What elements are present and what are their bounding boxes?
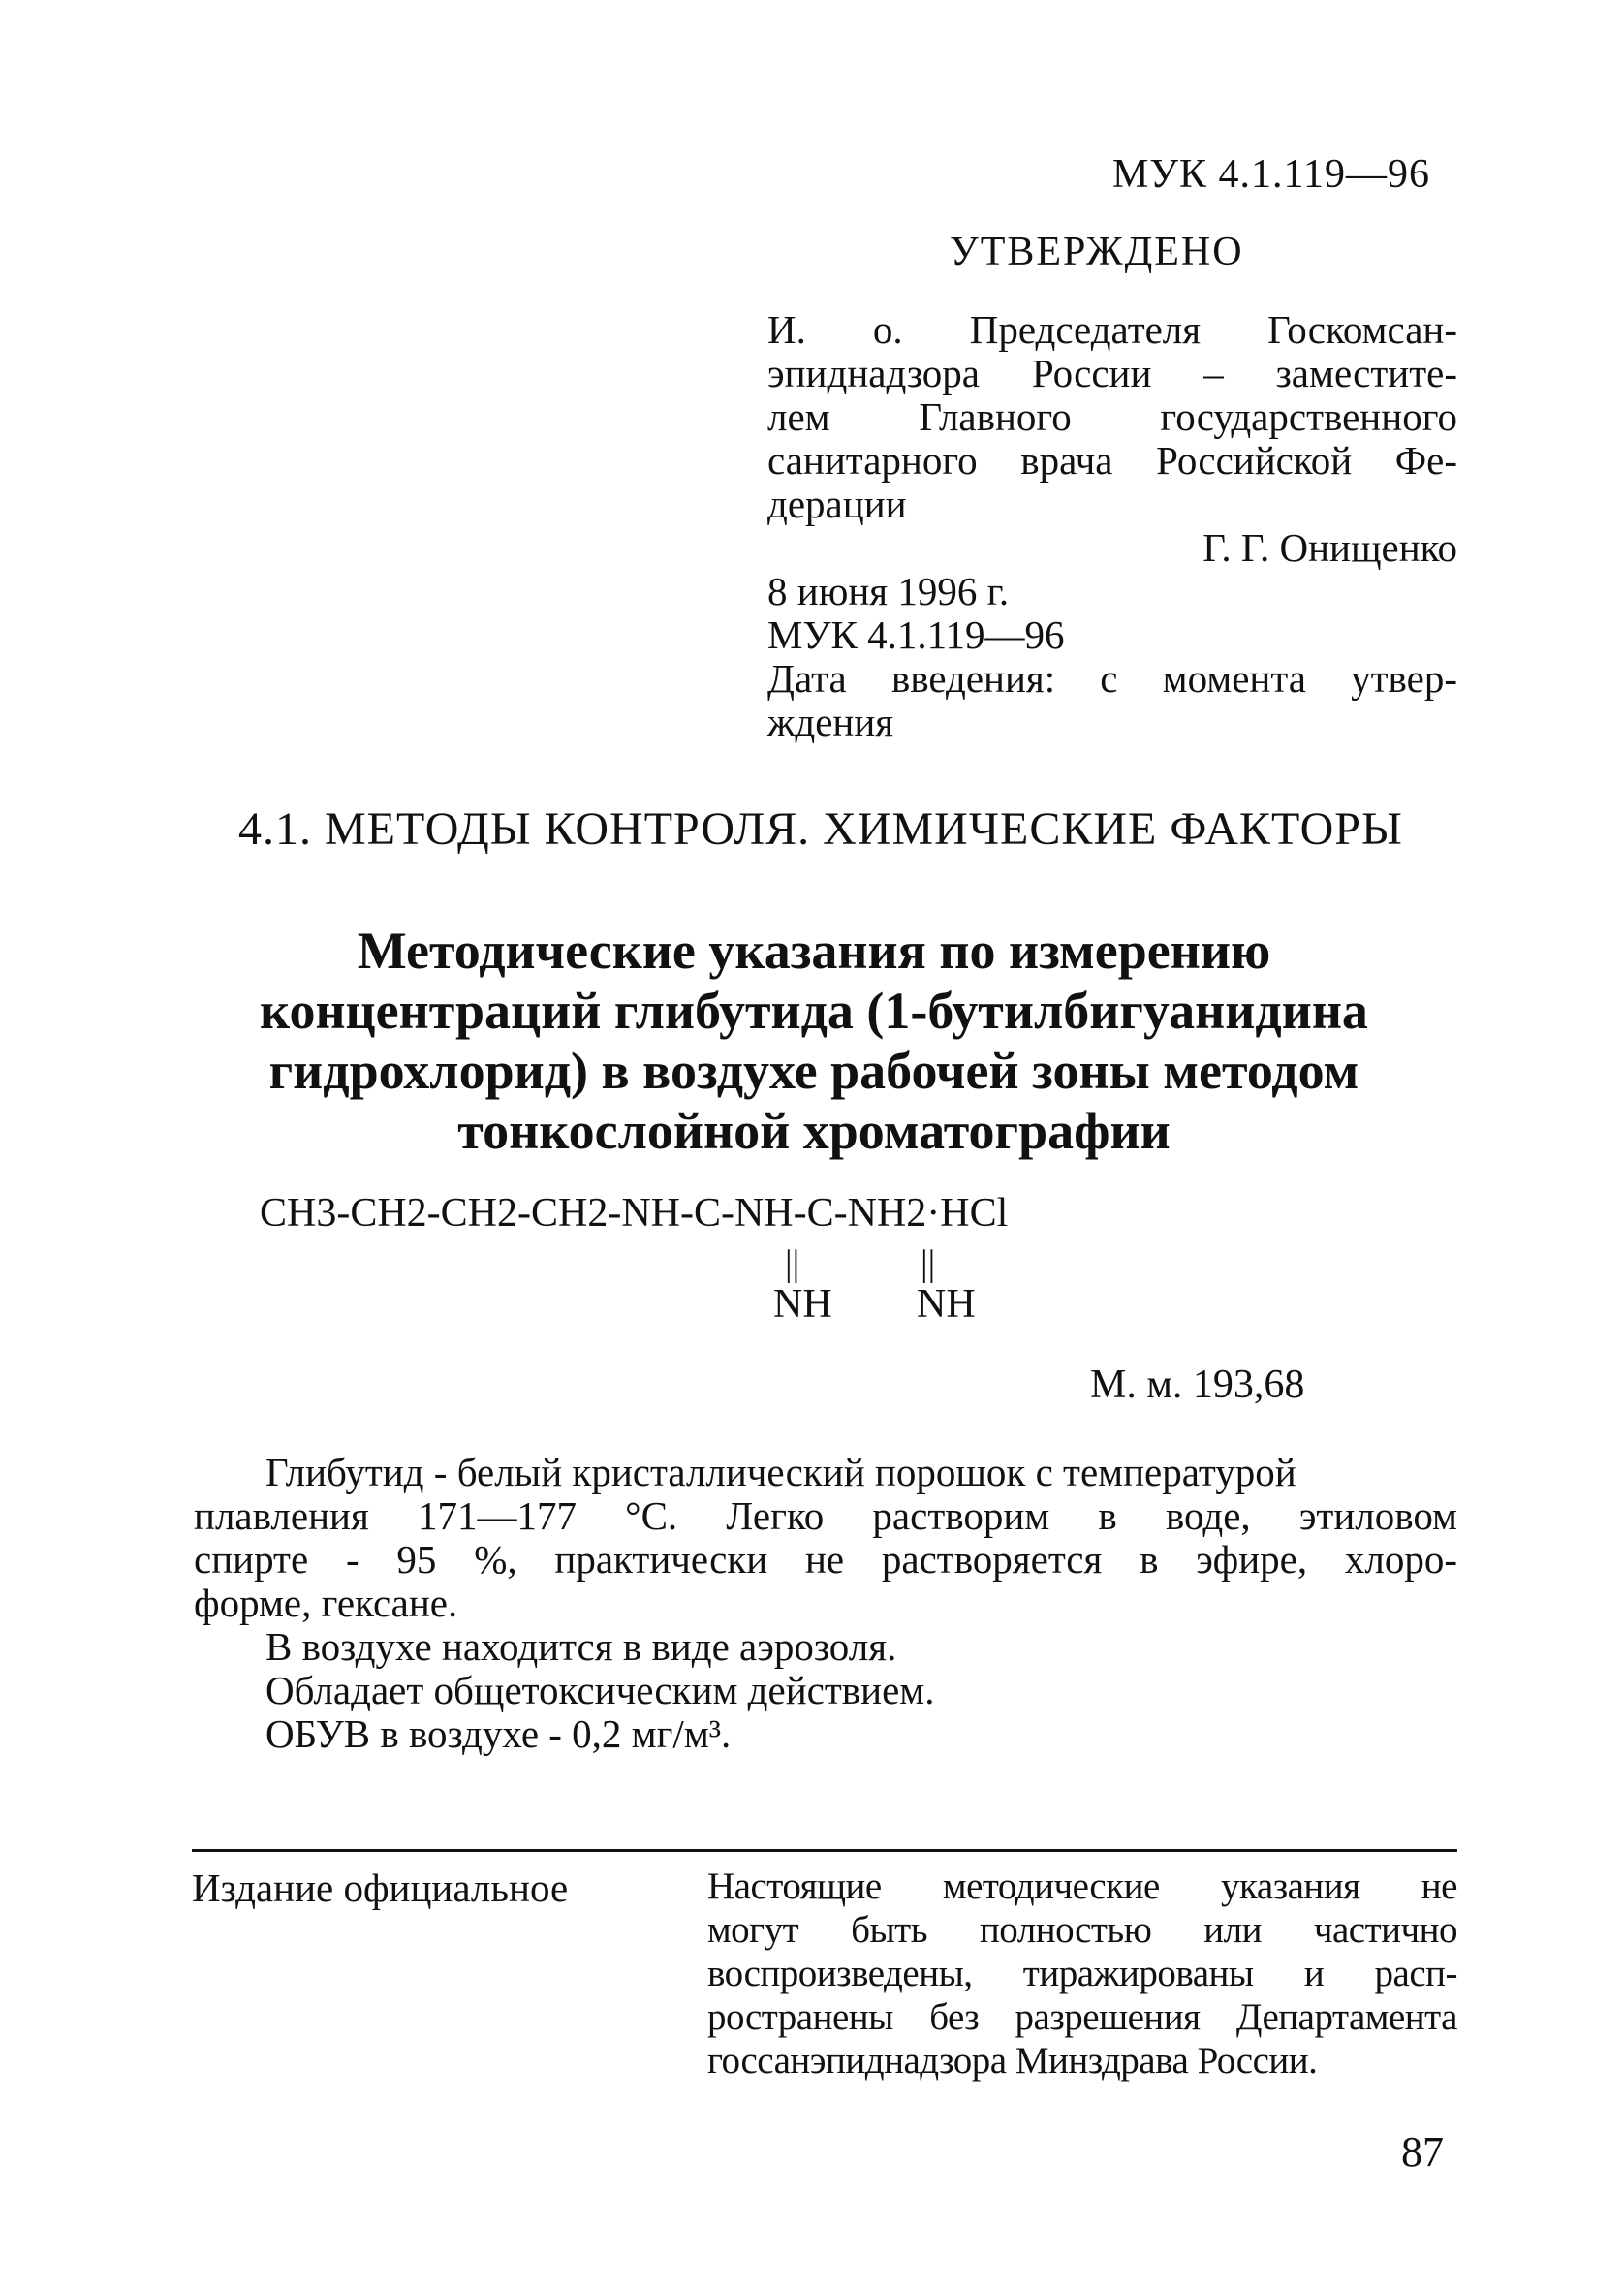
- notice-line: могут быть полностью или частично: [707, 1909, 1457, 1951]
- title-line: концентраций глибутида (1-бутилбигуанидина: [260, 982, 1368, 1040]
- description-line: форме, гексане.: [194, 1581, 458, 1625]
- approval-line: И. о. Председателя Госкомсан-: [767, 307, 1457, 352]
- approval-line: эпиднадзора России – заместите-: [767, 351, 1457, 395]
- approval-date: 8 июня 1996 г.: [767, 569, 1010, 613]
- fact-line: Обладает общетоксическим действием.: [265, 1668, 935, 1712]
- imine-group-left: NH: [773, 1282, 832, 1327]
- notice-line: госсанэпиднадзора Минздрава России.: [707, 2040, 1318, 2082]
- imine-group-right: NH: [917, 1282, 976, 1327]
- page-number: 87: [1401, 2128, 1444, 2176]
- description-line: Глибутид - белый кристаллический порошок с температурой: [265, 1450, 1296, 1494]
- approval-line: санитарного врача Российской Фе-: [767, 438, 1457, 483]
- description-line: спирте - 95 %, практически не растворяется в эфире, хлоро-: [194, 1537, 1457, 1582]
- molar-mass: М. м. 193,68: [1090, 1363, 1305, 1407]
- edition-label: Издание официальное: [192, 1866, 569, 1910]
- description-facts: [265, 1625, 1428, 1756]
- approval-line: дерации: [767, 482, 907, 526]
- document-title: [174, 921, 1453, 1161]
- approval-line: лем Главного государственного: [767, 394, 1457, 439]
- copyright-notice: [707, 1865, 1457, 2083]
- approved-heading: УТВЕРЖДЕНО: [950, 230, 1244, 274]
- document-code-header: МУК 4.1.119—96: [1111, 152, 1430, 197]
- notice-line: ространены без разрешения Департамента: [707, 1996, 1457, 2038]
- signatory-name: Г. Г. Онищенко: [1202, 525, 1457, 570]
- notice-line: Настоящие методические указания не: [707, 1866, 1457, 1907]
- approval-code: МУК 4.1.119—96: [767, 612, 1065, 657]
- section-heading: 4.1. МЕТОДЫ КОНТРОЛЯ. ХИМИЧЕСКИЕ ФАКТОРЫ: [238, 803, 1403, 855]
- description-line: плавления 171—177 °С. Легко растворим в воде, этиловом: [194, 1493, 1457, 1538]
- chemical-formula: CH3-CH2-CH2-CH2-NH-C-NH-C-NH2·HCl: [260, 1191, 1009, 1236]
- double-bond-left: ||: [785, 1243, 800, 1284]
- approval-block: [767, 308, 1457, 744]
- description-paragraph: [194, 1451, 1457, 1625]
- double-bond-right: ||: [921, 1243, 936, 1284]
- title-line: Методические указания по измерению: [357, 922, 1271, 980]
- footer-divider: [192, 1849, 1457, 1852]
- effective-date-line: Дата введения: с момента утвер-: [767, 656, 1457, 701]
- fact-line: В воздухе находится в виде аэрозоля.: [265, 1624, 897, 1669]
- title-line: тонкослойной хроматографии: [457, 1102, 1171, 1160]
- effective-date-line: ждения: [767, 700, 894, 744]
- title-line: гидрохлорид) в воздухе рабочей зоны методом: [268, 1042, 1359, 1100]
- fact-line: ОБУВ в воздухе - 0,2 мг/м³.: [265, 1711, 732, 1756]
- notice-line: воспроизведены, тиражированы и расп-: [707, 1953, 1457, 1994]
